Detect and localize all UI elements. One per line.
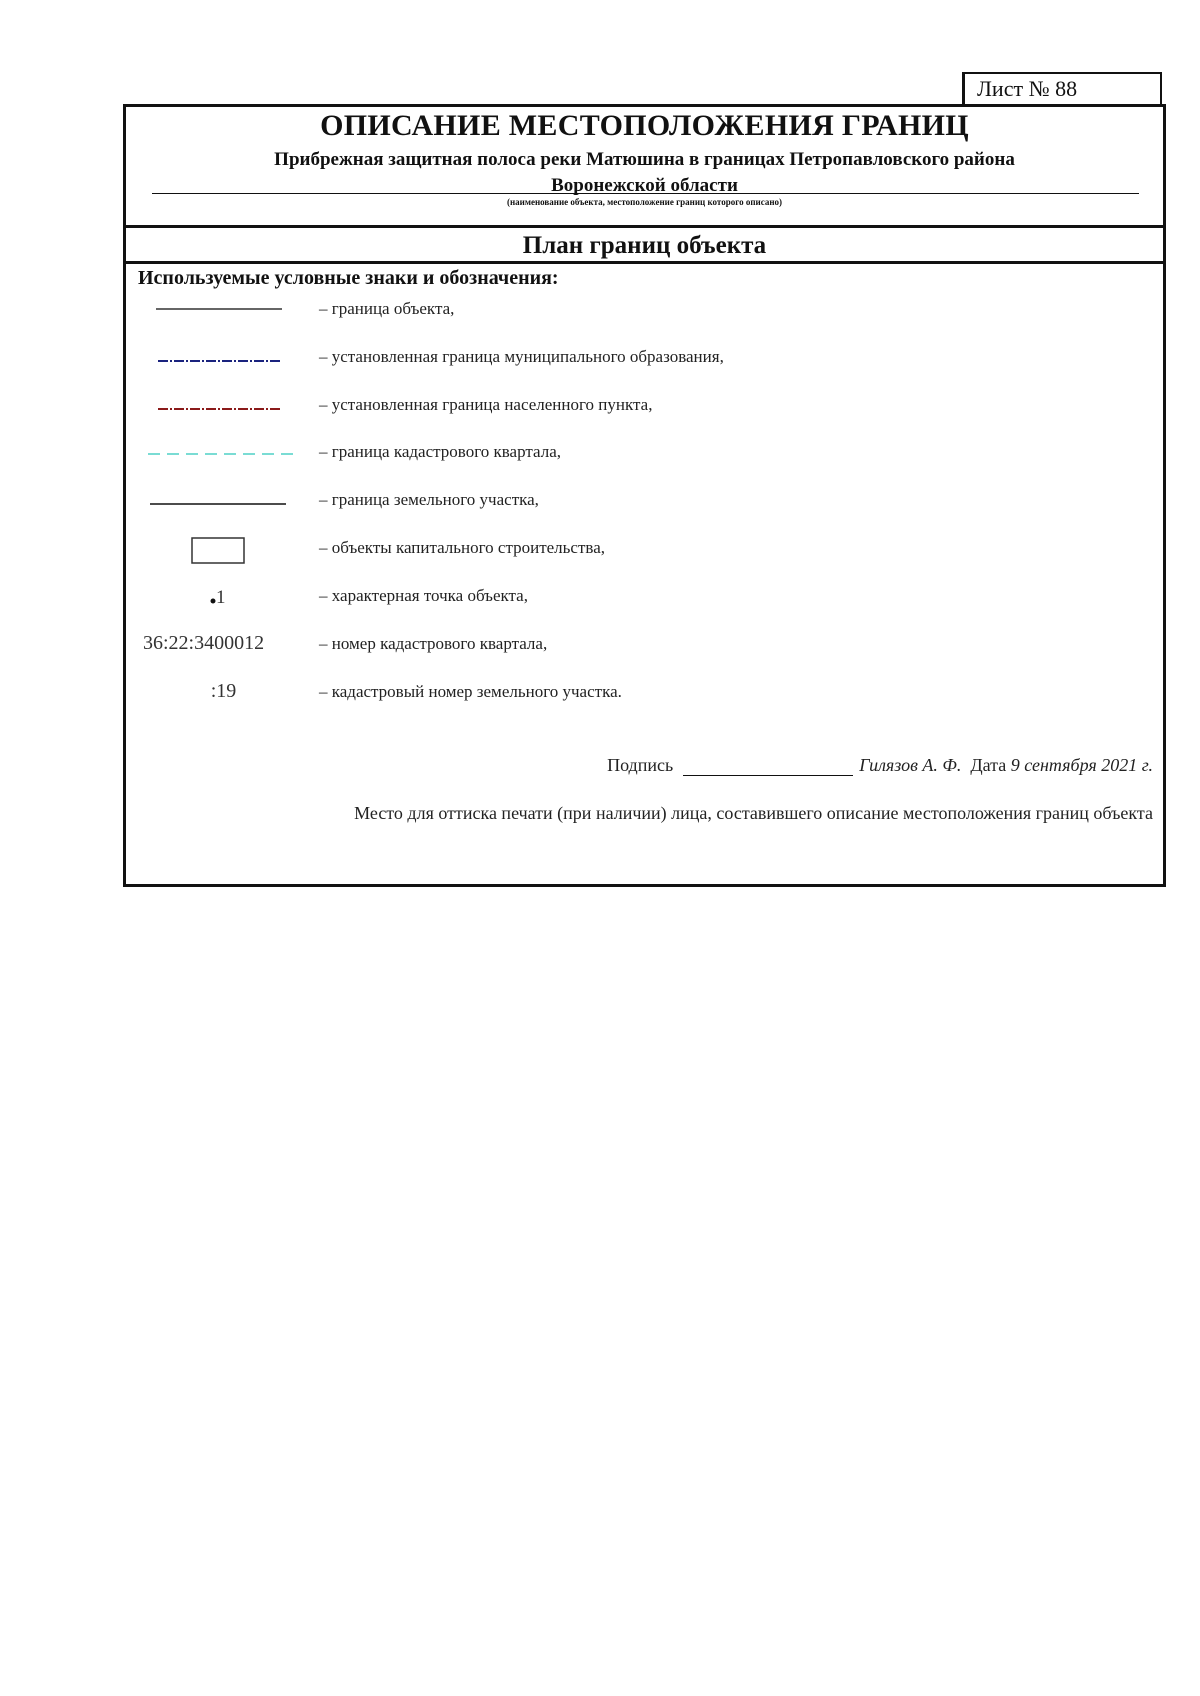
signature-blank (683, 757, 853, 776)
date-label: Дата (970, 755, 1007, 775)
legend-symbol (146, 345, 301, 375)
dash-dot-line-symbol (146, 393, 301, 423)
legend-item-cadastral-number (126, 680, 1163, 710)
cadastral-number-sample: :19 (210, 680, 237, 702)
signer-name: Гилязов А. Ф. (859, 755, 962, 775)
legend-symbol (146, 584, 301, 614)
legend-symbol (146, 440, 301, 470)
legend-item-settlement-boundary (126, 393, 1163, 423)
legend-symbol (146, 488, 301, 518)
legend-item-cadastral-quarter-boundary (126, 440, 1163, 470)
building-rectangle (192, 538, 244, 563)
legend-item-capital-construction (126, 536, 1163, 566)
signature-line (607, 755, 1153, 776)
legend-heading: Используемые условные знаки и обозначения: (138, 267, 559, 289)
point-symbol (146, 584, 301, 614)
stamp-placeholder-text: Место для оттиска печати (при наличии) лица, составившего описание местоположения границ объекта (354, 803, 1153, 823)
point-number: 1 (216, 587, 226, 608)
legend-desc: – характерная точка объекта, (319, 586, 528, 605)
legend-desc: – кадастровый номер земельного участка. (319, 682, 622, 701)
plan-title: План границ объекта (126, 228, 1163, 264)
sheet-number: Лист № 88 (977, 76, 1078, 101)
dash-dot-line-symbol (146, 345, 301, 375)
legend-symbol (146, 680, 301, 710)
legend-desc: – граница земельного участка, (319, 490, 539, 509)
legend-item-object-boundary (126, 297, 1163, 327)
dashed-line-symbol (146, 440, 306, 470)
solid-line-symbol (146, 488, 301, 518)
object-name-underline (152, 193, 1139, 194)
sheet-number-box (962, 72, 1162, 104)
object-name-line-1: Прибрежная защитная полоса реки Матюшина в границах Петропавловского района (274, 149, 1015, 170)
cadastral-quarter-number-sample: 36:22:3400012 (143, 632, 265, 654)
document-frame (123, 104, 1166, 887)
legend-item-land-plot-boundary (126, 488, 1163, 518)
document-title: ОПИСАНИЕ МЕСТОПОЛОЖЕНИЯ ГРАНИЦ (320, 109, 969, 142)
legend-symbol (146, 393, 301, 423)
legend-item-cadastral-quarter-number (126, 632, 1163, 662)
date-value: 9 сентября 2021 г. (1010, 755, 1153, 775)
solid-line-symbol (146, 297, 301, 327)
object-name-line-2: Воронежской области (551, 175, 738, 196)
legend-symbol (146, 297, 301, 327)
legend-desc: – объекты капитального строительства, (319, 538, 605, 557)
legend-symbol (143, 632, 301, 662)
legend-item-municipal-boundary (126, 345, 1163, 375)
signature-label: Подпись (607, 755, 674, 775)
legend-desc: – граница кадастрового квартала, (319, 442, 561, 461)
legend-symbol (146, 536, 301, 566)
document-header (126, 107, 1163, 228)
legend-desc: – граница объекта, (319, 299, 455, 318)
legend-desc: – номер кадастрового квартала, (319, 634, 548, 653)
legend-desc: – установленная граница муниципального образования, (319, 347, 724, 366)
legend-desc: – установленная граница населенного пункта, (319, 395, 653, 414)
point-dot (211, 599, 216, 604)
object-name (126, 147, 1163, 199)
rectangle-symbol (146, 536, 301, 566)
legend-item-characteristic-point (126, 584, 1163, 614)
object-name-caption: (наименование объекта, местоположение границ которого описано) (506, 197, 783, 207)
